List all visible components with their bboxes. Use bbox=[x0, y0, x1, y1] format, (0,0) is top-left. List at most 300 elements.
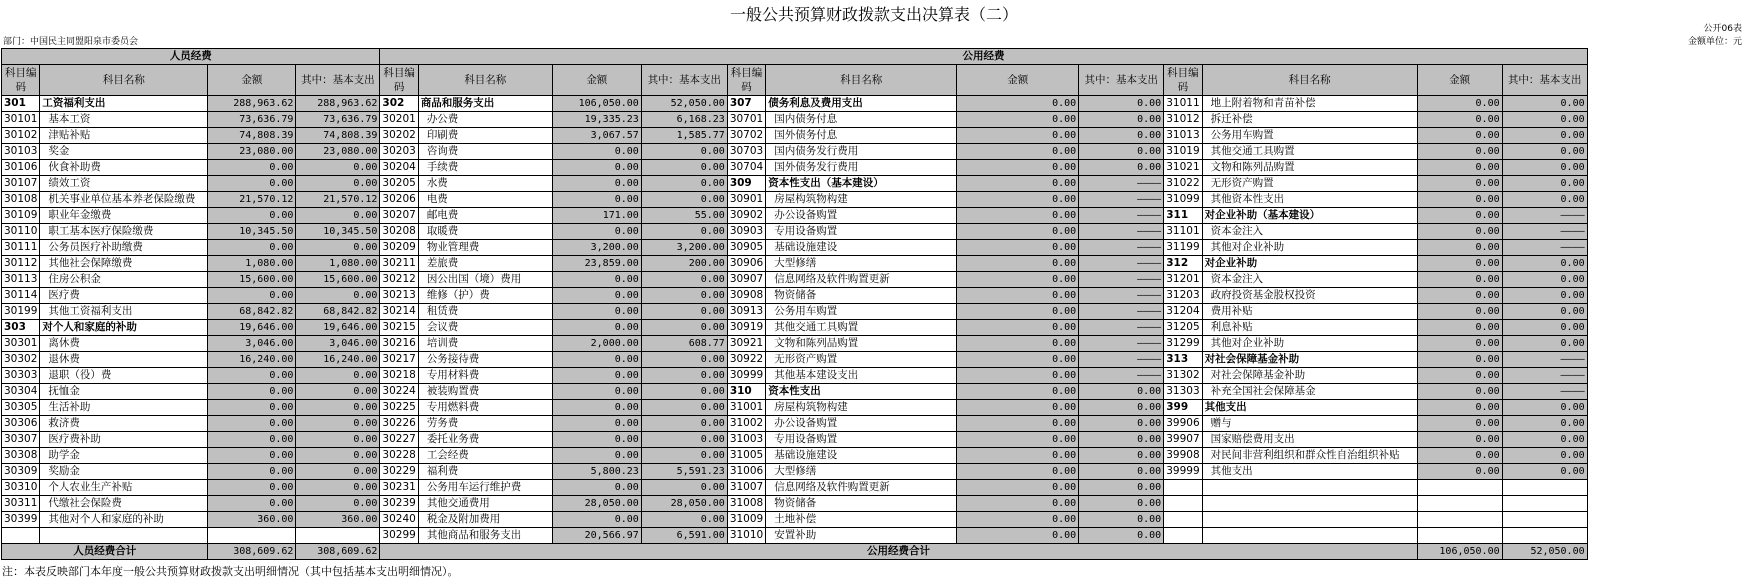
cell-amount: 0.00 bbox=[957, 304, 1079, 320]
personnel-total-label: 人员经费合计 bbox=[2, 544, 208, 560]
cell-basic: 0.00 bbox=[296, 160, 380, 176]
cell-code: 30213 bbox=[380, 288, 418, 304]
cell-code: 30217 bbox=[380, 352, 418, 368]
table-row bbox=[2, 304, 1588, 320]
cell-code: 30303 bbox=[2, 368, 40, 384]
header-amount-4: 金额 bbox=[1417, 65, 1502, 96]
cell-amount: 0.00 bbox=[957, 528, 1079, 544]
cell-name: 资本性支出（基本建设） bbox=[766, 176, 957, 192]
header-basic-2: 其中：基本支出 bbox=[641, 65, 727, 96]
cell-code: 31005 bbox=[727, 448, 765, 464]
cell-name: 印刷费 bbox=[418, 128, 552, 144]
cell-name: 会议费 bbox=[418, 320, 552, 336]
cell-basic: 288,963.62 bbox=[296, 96, 380, 112]
cell-code: 30919 bbox=[727, 320, 765, 336]
cell-amount: 0.00 bbox=[552, 144, 641, 160]
cell-name: 补充全国社会保障基金 bbox=[1202, 384, 1417, 400]
cell-code: 30399 bbox=[2, 512, 40, 528]
cell-amount: 28,050.00 bbox=[552, 496, 641, 512]
cell-empty bbox=[208, 528, 296, 544]
cell-name: 其他工资福利支出 bbox=[40, 304, 208, 320]
cell-basic: 10,345.50 bbox=[296, 224, 380, 240]
cell-name: 基础设施建设 bbox=[766, 240, 957, 256]
cell-name: 专用设备购置 bbox=[766, 224, 957, 240]
cell-basic: 0.00 bbox=[296, 496, 380, 512]
cell-basic: 0.00 bbox=[296, 176, 380, 192]
cell-amount: 73,636.79 bbox=[208, 112, 296, 128]
header-name-2: 科目名称 bbox=[418, 65, 552, 96]
cell-amount: 0.00 bbox=[957, 144, 1079, 160]
cell-name: 咨询费 bbox=[418, 144, 552, 160]
cell-code: 30302 bbox=[2, 352, 40, 368]
cell-name: 其他对个人和家庭的补助 bbox=[40, 512, 208, 528]
cell-name: 政府投资基金股权投资 bbox=[1202, 288, 1417, 304]
cell-amount: 0.00 bbox=[957, 400, 1079, 416]
cell-name: 安置补助 bbox=[766, 528, 957, 544]
cell-basic: 0.00 bbox=[1079, 96, 1164, 112]
cell-code: 31019 bbox=[1164, 144, 1202, 160]
cell-amount: 0.00 bbox=[1417, 432, 1502, 448]
cell-code: 31013 bbox=[1164, 128, 1202, 144]
cell-amount: 0.00 bbox=[552, 432, 641, 448]
cell-code: 30905 bbox=[727, 240, 765, 256]
cell-code: 399 bbox=[1164, 400, 1202, 416]
cell-amount: 0.00 bbox=[1417, 192, 1502, 208]
cell-code: 30701 bbox=[727, 112, 765, 128]
table-row bbox=[2, 320, 1588, 336]
cell-amount: 0.00 bbox=[957, 240, 1079, 256]
cell-name: 文物和陈列品购置 bbox=[1202, 160, 1417, 176]
cell-basic: 0.00 bbox=[296, 384, 380, 400]
cell-code: 30922 bbox=[727, 352, 765, 368]
department-label: 部门：中国民主同盟阳泉市委员会 bbox=[3, 37, 139, 47]
cell-name: 文物和陈列品购置 bbox=[766, 336, 957, 352]
cell-basic: 0.00 bbox=[1079, 144, 1164, 160]
cell-code: 30218 bbox=[380, 368, 418, 384]
expenditure-table bbox=[1, 48, 1588, 560]
cell-code: 31099 bbox=[1164, 192, 1202, 208]
cell-basic: 3,046.00 bbox=[296, 336, 380, 352]
cell-name: 国外债务付息 bbox=[766, 128, 957, 144]
cell-amount: 3,046.00 bbox=[208, 336, 296, 352]
cell-name: 基本工资 bbox=[40, 112, 208, 128]
cell-basic: 0.00 bbox=[1502, 416, 1587, 432]
table-row bbox=[2, 400, 1588, 416]
cell-code: 30204 bbox=[380, 160, 418, 176]
cell-basic: 0.00 bbox=[1502, 304, 1587, 320]
cell-basic: 0.00 bbox=[641, 272, 727, 288]
personnel-total-basic: 308,609.62 bbox=[296, 544, 380, 560]
cell-empty bbox=[1417, 496, 1502, 512]
cell-code: 30906 bbox=[727, 256, 765, 272]
header-basic-4: 其中：基本支出 bbox=[1502, 65, 1587, 96]
table-row bbox=[2, 384, 1588, 400]
table-row bbox=[2, 208, 1588, 224]
header-basic-1: 其中：基本支出 bbox=[296, 65, 380, 96]
cell-empty bbox=[1164, 480, 1202, 496]
cell-name: 其他对企业补助 bbox=[1202, 240, 1417, 256]
cell-name: 奖励金 bbox=[40, 464, 208, 480]
cell-amount: 0.00 bbox=[208, 240, 296, 256]
cell-name: 津贴补贴 bbox=[40, 128, 208, 144]
cell-basic: 0.00 bbox=[641, 512, 727, 528]
cell-name: 其他交通工具购置 bbox=[1202, 144, 1417, 160]
cell-basic: 0.00 bbox=[1079, 512, 1164, 528]
cell-name: 公务接待费 bbox=[418, 352, 552, 368]
cell-basic: 0.00 bbox=[1502, 432, 1587, 448]
cell-code: 30112 bbox=[2, 256, 40, 272]
cell-code: 30103 bbox=[2, 144, 40, 160]
cell-name: 住房公积金 bbox=[40, 272, 208, 288]
cell-amount: 0.00 bbox=[552, 320, 641, 336]
cell-code: 39907 bbox=[1164, 432, 1202, 448]
cell-amount: 0.00 bbox=[552, 448, 641, 464]
cell-basic: 0.00 bbox=[1502, 112, 1587, 128]
cell-name: 电费 bbox=[418, 192, 552, 208]
cell-amount: 3,200.00 bbox=[552, 240, 641, 256]
cell-name: 房屋构筑物构建 bbox=[766, 192, 957, 208]
cell-name: 土地补偿 bbox=[766, 512, 957, 528]
cell-name: 其他对企业补助 bbox=[1202, 336, 1417, 352]
cell-amount: 0.00 bbox=[552, 192, 641, 208]
cell-basic: 1,080.00 bbox=[296, 256, 380, 272]
cell-basic: 0.00 bbox=[296, 432, 380, 448]
cell-basic: 608.77 bbox=[641, 336, 727, 352]
cell-amount: 106,050.00 bbox=[552, 96, 641, 112]
cell-amount: 0.00 bbox=[1417, 224, 1502, 240]
cell-name: 机关事业单位基本养老保险缴费 bbox=[40, 192, 208, 208]
cell-basic: 0.00 bbox=[296, 480, 380, 496]
cell-name: 退休费 bbox=[40, 352, 208, 368]
cell-code: 31201 bbox=[1164, 272, 1202, 288]
cell-name: 其他资本性支出 bbox=[1202, 192, 1417, 208]
cell-code: 31003 bbox=[727, 432, 765, 448]
cell-code: 30229 bbox=[380, 464, 418, 480]
cell-basic: ———— bbox=[1502, 384, 1587, 400]
cell-code: 30209 bbox=[380, 240, 418, 256]
table-row bbox=[2, 496, 1588, 512]
cell-basic: ———— bbox=[1079, 320, 1164, 336]
cell-name: 绩效工资 bbox=[40, 176, 208, 192]
cell-basic: 0.00 bbox=[1502, 464, 1587, 480]
cell-code: 31101 bbox=[1164, 224, 1202, 240]
cell-amount: 0.00 bbox=[1417, 464, 1502, 480]
table-row bbox=[2, 272, 1588, 288]
cell-basic: 0.00 bbox=[1079, 432, 1164, 448]
cell-code: 31299 bbox=[1164, 336, 1202, 352]
cell-name: 商品和服务支出 bbox=[418, 96, 552, 112]
cell-amount: 0.00 bbox=[208, 176, 296, 192]
cell-code: 30227 bbox=[380, 432, 418, 448]
table-row bbox=[2, 288, 1588, 304]
public-total-basic: 52,050.00 bbox=[1502, 544, 1587, 560]
cell-amount: 0.00 bbox=[957, 176, 1079, 192]
cell-empty bbox=[1417, 528, 1502, 544]
header-code-4: 科目编码 bbox=[1164, 65, 1202, 96]
table-row bbox=[2, 240, 1588, 256]
cell-amount: 0.00 bbox=[957, 288, 1079, 304]
cell-code: 31021 bbox=[1164, 160, 1202, 176]
cell-code: 31007 bbox=[727, 480, 765, 496]
cell-basic: 0.00 bbox=[1079, 400, 1164, 416]
cell-name: 维修（护）费 bbox=[418, 288, 552, 304]
table-row bbox=[2, 224, 1588, 240]
cell-basic: 0.00 bbox=[1502, 400, 1587, 416]
cell-basic: ———— bbox=[1079, 288, 1164, 304]
cell-basic: 0.00 bbox=[641, 448, 727, 464]
table-row bbox=[2, 416, 1588, 432]
cell-amount: 0.00 bbox=[1417, 176, 1502, 192]
footnote: 注：本表反映部门本年度一般公共预算财政拨款支出明细情况（其中包括基本支出明细情况）。 bbox=[2, 565, 459, 578]
cell-name: 差旅费 bbox=[418, 256, 552, 272]
cell-name: 邮电费 bbox=[418, 208, 552, 224]
personnel-header: 人员经费 bbox=[2, 49, 380, 65]
cell-basic: 6,591.00 bbox=[641, 528, 727, 544]
table-row bbox=[2, 528, 1588, 544]
cell-code: 30102 bbox=[2, 128, 40, 144]
cell-amount: 0.00 bbox=[957, 208, 1079, 224]
cell-empty bbox=[1202, 528, 1417, 544]
cell-basic: 74,808.39 bbox=[296, 128, 380, 144]
cell-code: 30207 bbox=[380, 208, 418, 224]
cell-name: 救济费 bbox=[40, 416, 208, 432]
cell-amount: 3,067.57 bbox=[552, 128, 641, 144]
cell-basic: 0.00 bbox=[1079, 160, 1164, 176]
cell-name: 专用燃料费 bbox=[418, 400, 552, 416]
cell-amount: 0.00 bbox=[957, 272, 1079, 288]
cell-name: 资本金注入 bbox=[1202, 272, 1417, 288]
cell-amount: 0.00 bbox=[1417, 304, 1502, 320]
cell-name: 委托业务费 bbox=[418, 432, 552, 448]
header-amount-3: 金额 bbox=[957, 65, 1079, 96]
cell-amount: 0.00 bbox=[1417, 384, 1502, 400]
cell-name: 对个人和家庭的补助 bbox=[40, 320, 208, 336]
cell-code: 30214 bbox=[380, 304, 418, 320]
cell-code: 30304 bbox=[2, 384, 40, 400]
cell-amount: 0.00 bbox=[1417, 336, 1502, 352]
cell-amount: 0.00 bbox=[957, 352, 1079, 368]
cell-name: 对民间非营利组织和群众性自治组织补贴 bbox=[1202, 448, 1417, 464]
cell-amount: 0.00 bbox=[1417, 160, 1502, 176]
cell-basic: 0.00 bbox=[1502, 96, 1587, 112]
cell-basic: ———— bbox=[1079, 224, 1164, 240]
cell-code: 31012 bbox=[1164, 112, 1202, 128]
cell-code: 30212 bbox=[380, 272, 418, 288]
cell-amount: 0.00 bbox=[1417, 144, 1502, 160]
cell-amount: 0.00 bbox=[208, 400, 296, 416]
cell-code: 30208 bbox=[380, 224, 418, 240]
cell-name: 物资储备 bbox=[766, 288, 957, 304]
unit-label: 金额单位：元 bbox=[1687, 37, 1742, 47]
cell-name: 无形资产购置 bbox=[766, 352, 957, 368]
cell-code: 30704 bbox=[727, 160, 765, 176]
cell-amount: 0.00 bbox=[208, 368, 296, 384]
table-row bbox=[2, 96, 1588, 112]
cell-name: 手续费 bbox=[418, 160, 552, 176]
cell-basic: 0.00 bbox=[1502, 320, 1587, 336]
cell-empty bbox=[1164, 528, 1202, 544]
cell-code: 30106 bbox=[2, 160, 40, 176]
cell-name: 大型修缮 bbox=[766, 256, 957, 272]
cell-name: 职业年金缴费 bbox=[40, 208, 208, 224]
cell-name: 劳务费 bbox=[418, 416, 552, 432]
cell-amount: 0.00 bbox=[552, 160, 641, 176]
cell-code: 30110 bbox=[2, 224, 40, 240]
table-row bbox=[2, 352, 1588, 368]
cell-code: 31009 bbox=[727, 512, 765, 528]
cell-code: 31204 bbox=[1164, 304, 1202, 320]
cell-basic: 55.00 bbox=[641, 208, 727, 224]
cell-basic: 21,570.12 bbox=[296, 192, 380, 208]
cell-name: 国外债务发行费用 bbox=[766, 160, 957, 176]
cell-name: 资本金注入 bbox=[1202, 224, 1417, 240]
cell-code: 31010 bbox=[727, 528, 765, 544]
cell-basic: 73,636.79 bbox=[296, 112, 380, 128]
cell-code: 30306 bbox=[2, 416, 40, 432]
cell-code: 30999 bbox=[727, 368, 765, 384]
cell-name: 公务用车购置 bbox=[766, 304, 957, 320]
cell-basic: 52,050.00 bbox=[641, 96, 727, 112]
cell-amount: 0.00 bbox=[957, 480, 1079, 496]
cell-basic: ———— bbox=[1079, 352, 1164, 368]
cell-amount: 0.00 bbox=[208, 288, 296, 304]
table-row bbox=[2, 480, 1588, 496]
cell-amount: 0.00 bbox=[1417, 288, 1502, 304]
cell-amount: 0.00 bbox=[1417, 208, 1502, 224]
cell-name: 房屋构筑物构建 bbox=[766, 400, 957, 416]
cell-code: 30205 bbox=[380, 176, 418, 192]
cell-code: 311 bbox=[1164, 208, 1202, 224]
cell-code: 310 bbox=[727, 384, 765, 400]
table-row bbox=[2, 160, 1588, 176]
cell-empty bbox=[1502, 512, 1587, 528]
cell-amount: 16,240.00 bbox=[208, 352, 296, 368]
cell-amount: 74,808.39 bbox=[208, 128, 296, 144]
cell-amount: 0.00 bbox=[552, 304, 641, 320]
table-row bbox=[2, 256, 1588, 272]
cell-code: 30309 bbox=[2, 464, 40, 480]
cell-name: 资本性支出 bbox=[766, 384, 957, 400]
cell-name: 代缴社会保险费 bbox=[40, 496, 208, 512]
cell-name: 其他交通工具购置 bbox=[766, 320, 957, 336]
cell-name: 办公设备购置 bbox=[766, 208, 957, 224]
cell-code: 30311 bbox=[2, 496, 40, 512]
cell-name: 信息网络及软件购置更新 bbox=[766, 480, 957, 496]
cell-amount: 0.00 bbox=[1417, 96, 1502, 112]
total-row bbox=[2, 544, 1588, 560]
cell-name: 国内债务付息 bbox=[766, 112, 957, 128]
cell-amount: 19,335.23 bbox=[552, 112, 641, 128]
cell-code: 31205 bbox=[1164, 320, 1202, 336]
cell-basic: ———— bbox=[1502, 208, 1587, 224]
cell-code: 30240 bbox=[380, 512, 418, 528]
cell-amount: 0.00 bbox=[208, 208, 296, 224]
cell-code: 30101 bbox=[2, 112, 40, 128]
cell-code: 30913 bbox=[727, 304, 765, 320]
header-name-1: 科目名称 bbox=[40, 65, 208, 96]
cell-name: 办公费 bbox=[418, 112, 552, 128]
cell-basic: 0.00 bbox=[1079, 448, 1164, 464]
cell-name: 伙食补助费 bbox=[40, 160, 208, 176]
cell-amount: 0.00 bbox=[552, 224, 641, 240]
cell-amount: 15,600.00 bbox=[208, 272, 296, 288]
cell-name: 培训费 bbox=[418, 336, 552, 352]
cell-code: 30111 bbox=[2, 240, 40, 256]
cell-amount: 0.00 bbox=[552, 480, 641, 496]
cell-amount: 0.00 bbox=[1417, 272, 1502, 288]
cell-basic: ———— bbox=[1079, 176, 1164, 192]
cell-name: 其他社会保障缴费 bbox=[40, 256, 208, 272]
header-amount-1: 金额 bbox=[208, 65, 296, 96]
table-row bbox=[2, 448, 1588, 464]
cell-empty bbox=[2, 528, 40, 544]
cell-name: 医疗费补助 bbox=[40, 432, 208, 448]
cell-amount: 0.00 bbox=[552, 384, 641, 400]
cell-basic: 0.00 bbox=[641, 176, 727, 192]
cell-code: 30215 bbox=[380, 320, 418, 336]
cell-basic: 0.00 bbox=[1502, 288, 1587, 304]
cell-basic: 0.00 bbox=[641, 304, 727, 320]
cell-code: 30239 bbox=[380, 496, 418, 512]
cell-code: 31199 bbox=[1164, 240, 1202, 256]
cell-basic: ———— bbox=[1502, 352, 1587, 368]
cell-name: 大型修缮 bbox=[766, 464, 957, 480]
cell-amount: 1,080.00 bbox=[208, 256, 296, 272]
cell-amount: 171.00 bbox=[552, 208, 641, 224]
cell-basic: 28,050.00 bbox=[641, 496, 727, 512]
table-row bbox=[2, 112, 1588, 128]
cell-code: 30908 bbox=[727, 288, 765, 304]
cell-code: 30231 bbox=[380, 480, 418, 496]
cell-name: 对社会保障基金补助 bbox=[1202, 368, 1417, 384]
cell-amount: 0.00 bbox=[957, 224, 1079, 240]
cell-basic: 0.00 bbox=[641, 288, 727, 304]
header-code-2: 科目编码 bbox=[380, 65, 418, 96]
cell-basic: 0.00 bbox=[641, 352, 727, 368]
cell-amount: 0.00 bbox=[1417, 320, 1502, 336]
cell-name: 其他商品和服务支出 bbox=[418, 528, 552, 544]
cell-amount: 19,646.00 bbox=[208, 320, 296, 336]
cell-amount: 0.00 bbox=[957, 512, 1079, 528]
cell-code: 30307 bbox=[2, 432, 40, 448]
cell-basic: ———— bbox=[1079, 304, 1164, 320]
table-row bbox=[2, 128, 1588, 144]
cell-amount: 0.00 bbox=[208, 480, 296, 496]
cell-name: 其他交通费用 bbox=[418, 496, 552, 512]
cell-code: 30225 bbox=[380, 400, 418, 416]
cell-basic: 0.00 bbox=[641, 400, 727, 416]
cell-code: 30211 bbox=[380, 256, 418, 272]
cell-basic: 0.00 bbox=[1079, 112, 1164, 128]
cell-amount: 0.00 bbox=[957, 192, 1079, 208]
cell-code: 30206 bbox=[380, 192, 418, 208]
cell-name: 对社会保障基金补助 bbox=[1202, 352, 1417, 368]
cell-basic: 0.00 bbox=[641, 368, 727, 384]
cell-empty bbox=[1417, 512, 1502, 528]
cell-amount: 20,566.97 bbox=[552, 528, 641, 544]
cell-basic: 0.00 bbox=[1502, 176, 1587, 192]
cell-amount: 0.00 bbox=[208, 448, 296, 464]
cell-code: 312 bbox=[1164, 256, 1202, 272]
cell-code: 31203 bbox=[1164, 288, 1202, 304]
page-title: 一般公共预算财政拨款支出决算表（二） bbox=[729, 5, 1018, 24]
cell-basic: 0.00 bbox=[296, 400, 380, 416]
cell-code: 30201 bbox=[380, 112, 418, 128]
cell-basic: 0.00 bbox=[641, 144, 727, 160]
cell-amount: 0.00 bbox=[957, 256, 1079, 272]
cell-empty bbox=[1502, 496, 1587, 512]
cell-amount: 0.00 bbox=[208, 464, 296, 480]
